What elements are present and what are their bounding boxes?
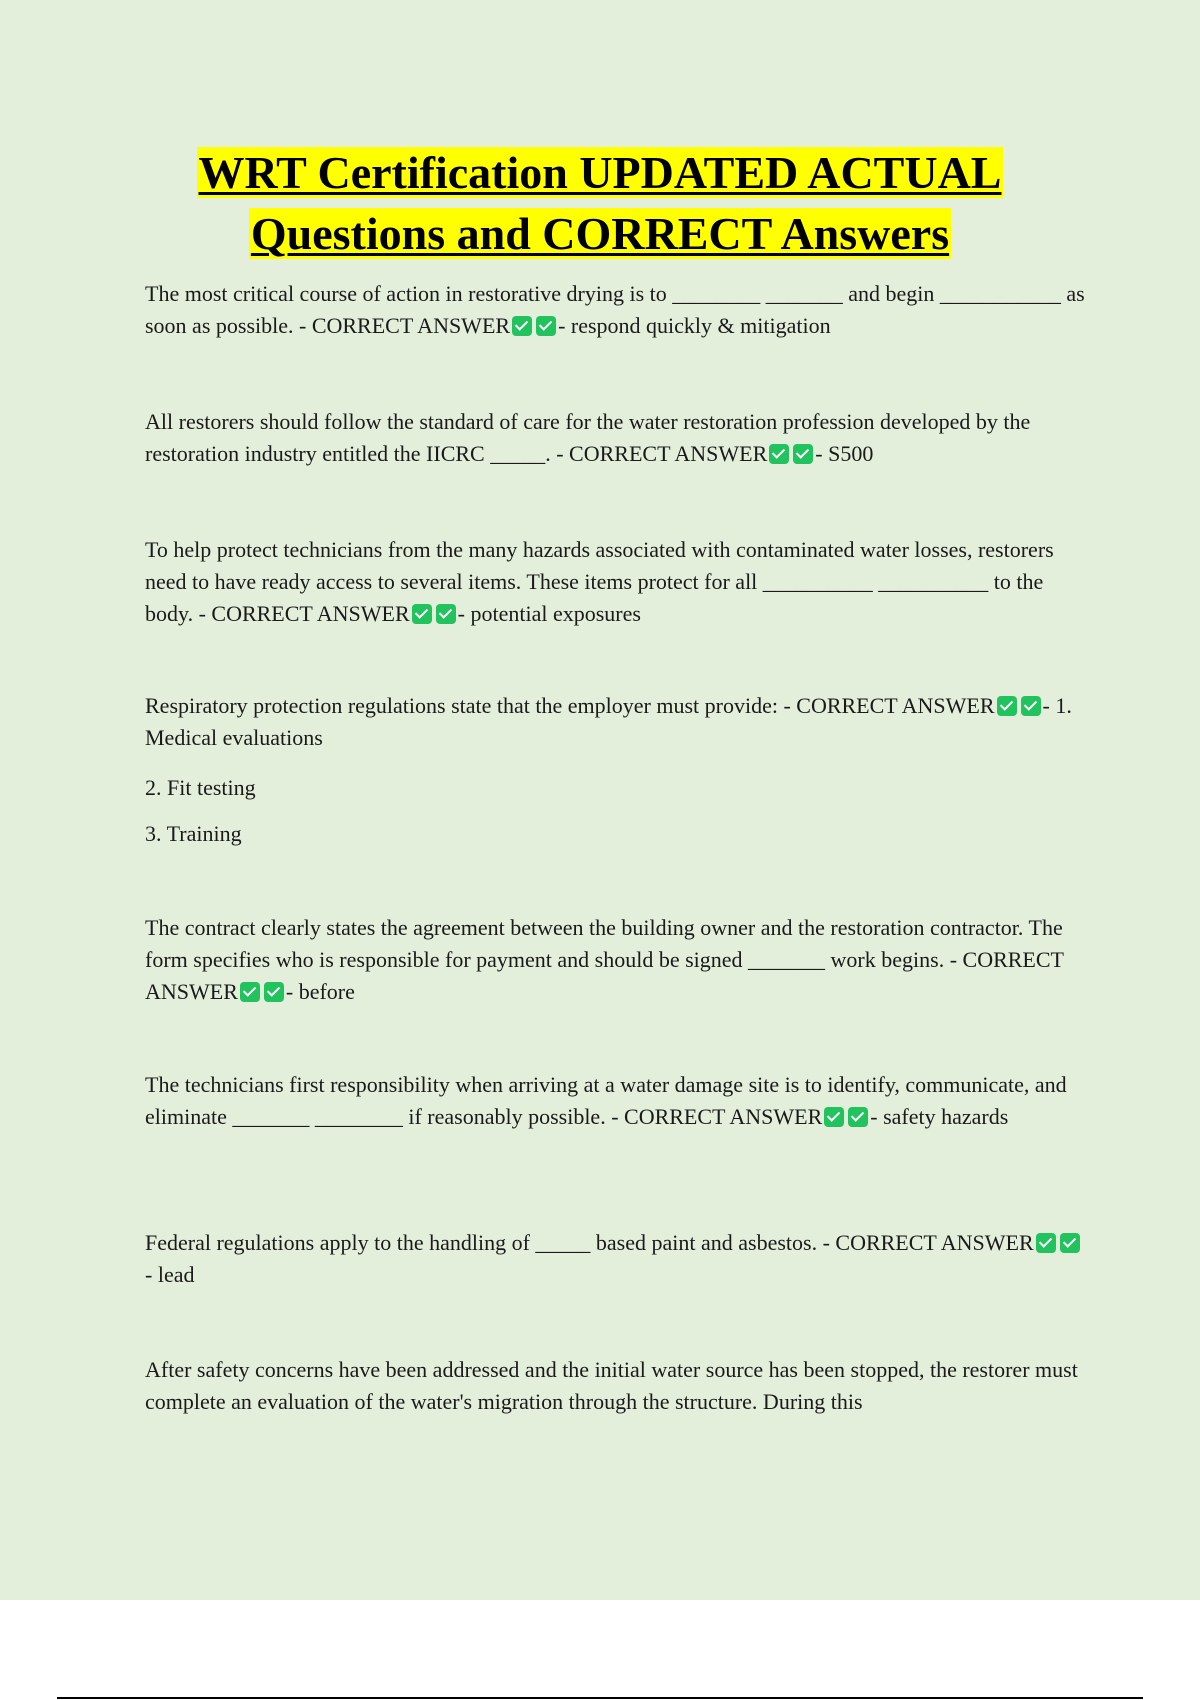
- question-text: After safety concerns have been addressed and the initial water source has been stopped, the restorer must complete an evaluation of the water's migration through the structure. During this: [145, 1357, 1078, 1414]
- qa-item-6: [145, 1069, 1085, 1133]
- qa-text: [145, 534, 1085, 630]
- question-text: All restorers should follow the standard of care for the water restoration profession developed by the restoration industry entitled the IICRC _____. - CORRECT ANSWER: [145, 409, 1031, 466]
- qa-item-2: [145, 406, 1085, 470]
- question-text: Respiratory protection regulations state that the employer must provide: - CORRECT ANSWER: [145, 693, 995, 718]
- check-icon: [240, 982, 260, 1002]
- question-text: Federal regulations apply to the handling of _____ based paint and asbestos. - CORRECT ANSWER: [145, 1230, 1034, 1255]
- qa-text: [145, 912, 1085, 1008]
- answer-text: - 1. Medical evaluations: [145, 693, 1072, 750]
- answer-text: - lead: [145, 1262, 195, 1287]
- qa-text: [145, 1354, 1085, 1418]
- qa-text: [145, 1069, 1085, 1133]
- check-icon: [412, 604, 432, 624]
- qa-item-3: [145, 534, 1085, 630]
- answer-text: - respond quickly & mitigation: [558, 313, 831, 338]
- footer-divider: [57, 1697, 1143, 1699]
- check-icon: [1036, 1233, 1056, 1253]
- qa-text: [145, 690, 1085, 754]
- answer-list-item-3: 3. Training: [145, 821, 242, 846]
- question-text: To help protect technicians from the many hazards associated with contaminated water losses, restorers need to have ready access to several items. These items protect for all __________ __________ to the body. - CORRECT ANSWER: [145, 537, 1054, 626]
- check-icon: [769, 444, 789, 464]
- answer-text: - potential exposures: [457, 601, 641, 626]
- check-icon: [436, 604, 456, 624]
- answer-list-item-2: 2. Fit testing: [145, 775, 256, 800]
- qa-item-8: [145, 1354, 1085, 1418]
- check-icon: [264, 982, 284, 1002]
- question-text: The contract clearly states the agreement between the building owner and the restoration contractor. The form specifies who is responsible for payment and should be signed _______ work begins. - CORRECT ANSWER: [145, 915, 1064, 1004]
- check-icon: [997, 696, 1017, 716]
- check-icon: [1021, 696, 1041, 716]
- check-icon: [793, 444, 813, 464]
- question-text: The most critical course of action in restorative drying is to ________ _______ and begin ___________ as soon as possible. - CORRECT ANSWER: [145, 281, 1085, 338]
- title-line-1: WRT Certification UPDATED ACTUAL: [198, 147, 1002, 198]
- check-icon: [536, 316, 556, 336]
- qa-text: [145, 278, 1085, 342]
- check-icon: [512, 316, 532, 336]
- answer-text: - before: [285, 979, 355, 1004]
- qa-text: [145, 1227, 1085, 1291]
- qa-item-1: [145, 278, 1085, 342]
- check-icon: [848, 1107, 868, 1127]
- answer-text: - S500: [815, 441, 874, 466]
- question-text: The technicians first responsibility when arriving at a water damage site is to identify, communicate, and eliminate _______ ________ if reasonably possible. - CORRECT ANSWER: [145, 1072, 1067, 1129]
- qa-item-4: [145, 690, 1085, 754]
- answer-text: - safety hazards: [870, 1104, 1009, 1129]
- title-line-2: Questions and CORRECT Answers: [250, 208, 950, 259]
- qa-text: [145, 406, 1085, 470]
- page-title: [0, 142, 1200, 264]
- qa-item-7: [145, 1227, 1085, 1291]
- qa-item-5: [145, 912, 1085, 1008]
- check-icon: [824, 1107, 844, 1127]
- check-icon: [1060, 1233, 1080, 1253]
